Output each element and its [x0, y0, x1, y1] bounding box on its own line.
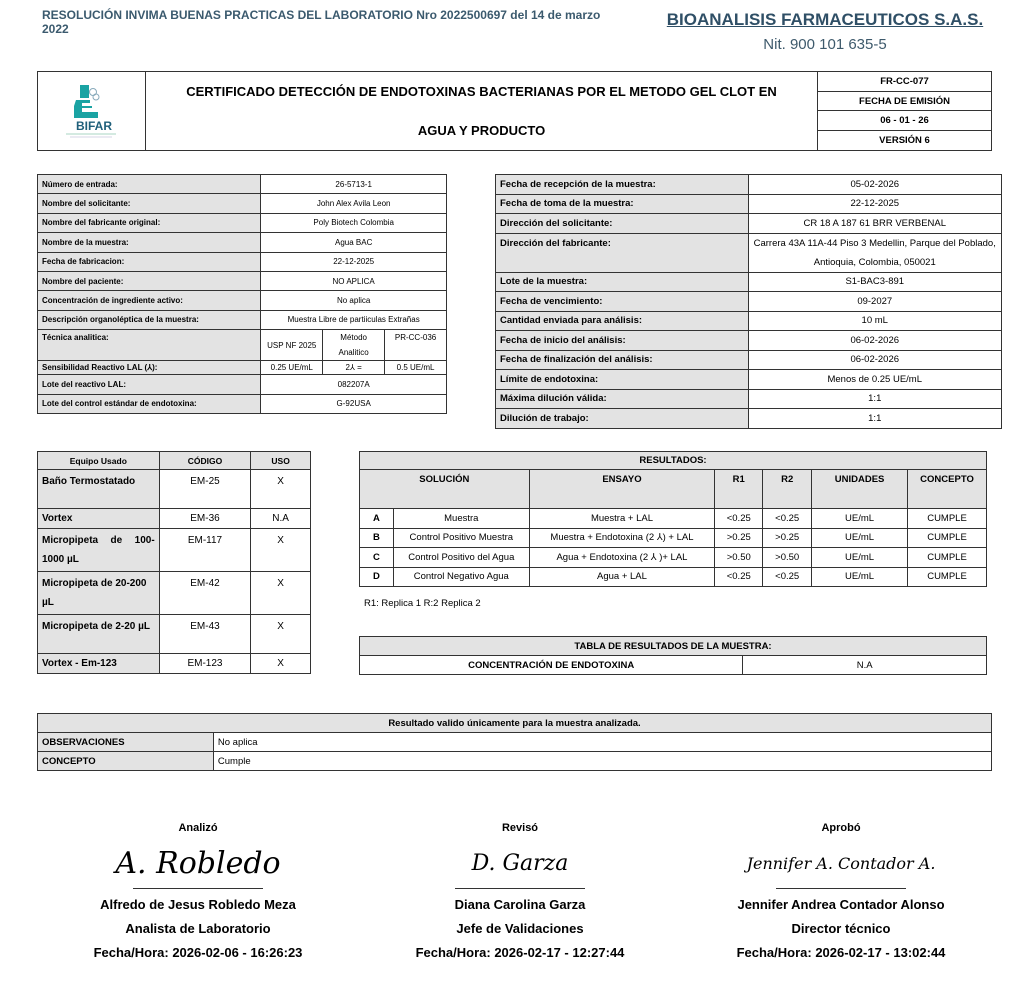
field-label: Fecha de toma de la muestra: [496, 194, 749, 214]
equipment-code: EM-117 [159, 529, 251, 572]
table-row [360, 528, 987, 548]
equipment-code: EM-42 [159, 572, 251, 615]
field-label: Técnica analitica: [38, 330, 261, 361]
results-title: RESULTADOS: [360, 452, 987, 470]
replica-1: <0.25 [715, 509, 763, 529]
assay: Muestra + LAL [529, 509, 715, 529]
concept-label: CONCEPTO [38, 752, 214, 771]
equipment-use: X [251, 470, 311, 509]
signer-name: Jennifer Andrea Contador Alonso [737, 897, 945, 912]
row-id: D [360, 567, 394, 587]
sensitivity-row [38, 361, 447, 375]
field-label: Fecha de inicio del análisis: [496, 331, 749, 351]
table-row [496, 194, 1002, 214]
table-row [38, 375, 447, 394]
field-label: Fecha de vencimiento: [496, 292, 749, 312]
technique-procedure: PR-CC-036 [385, 330, 447, 361]
field-value: 06-02-2026 [748, 350, 1002, 370]
table-row [496, 389, 1002, 409]
field-label: Nombre del solicitante: [38, 194, 261, 213]
table-row [38, 615, 311, 654]
field-value: Poly Biotech Colombia [261, 213, 447, 232]
table-row [360, 656, 987, 675]
table-row [360, 548, 987, 568]
field-value: No aplica [261, 291, 447, 310]
observations-title-row [38, 714, 992, 733]
assay: Agua + LAL [529, 567, 715, 587]
equipment-use: X [251, 572, 311, 615]
table-row [38, 529, 311, 572]
equipment-code: EM-36 [159, 509, 251, 529]
field-value: 1:1 [748, 409, 1002, 429]
endotoxin-concentration-value: N.A [743, 656, 987, 675]
logo-text: BIFAR [76, 119, 112, 133]
field-label: Sensibilidad Reactivo LAL (⅄): [38, 361, 261, 375]
table-row [38, 194, 447, 213]
document-header [37, 71, 992, 151]
table-row [38, 654, 311, 674]
signature-line [455, 888, 585, 889]
results-title-row [360, 452, 987, 470]
field-label: Lote de la muestra: [496, 272, 749, 292]
sensitivity-lambda: 0.25 UE/mL [261, 361, 323, 375]
field-label: Nombre de la muestra: [38, 233, 261, 252]
table-row [496, 370, 1002, 390]
row-id: B [360, 528, 394, 548]
solution: Muestra [393, 509, 529, 529]
equipment-name: Vortex [38, 509, 160, 529]
table-row [38, 394, 447, 413]
signer-name: Alfredo de Jesus Robledo Meza [100, 897, 296, 912]
field-value: S1-BAC3-891 [748, 272, 1002, 292]
document-code: FR-CC-077 [818, 72, 991, 92]
field-value: Carrera 43A 11A-44 Piso 3 Medellin, Parque del Poblado, Antioquia, Colombia, 050021 [748, 233, 1002, 272]
concept: CUMPLE [908, 509, 987, 529]
replica-2: <0.25 [763, 567, 812, 587]
sample-info-table [37, 174, 447, 414]
technique-method: Método Analitico [323, 330, 385, 361]
signer-title: Director técnico [791, 921, 891, 936]
observations-value: No aplica [213, 733, 991, 752]
signature-datetime: Fecha/Hora: 2026-02-06 - 16:26:23 [93, 945, 303, 960]
table-row [38, 509, 311, 529]
document-version: VERSIÓN 6 [879, 134, 930, 146]
field-label: Nombre del fabricante original: [38, 213, 261, 232]
row-id: C [360, 548, 394, 568]
assay: Muestra + Endotoxina (2 ⅄) + LAL [529, 528, 715, 548]
table-row [38, 213, 447, 232]
sample-results-table [359, 636, 987, 675]
field-label: Fecha de fabricacion: [38, 252, 261, 271]
field-value: 09-2027 [748, 292, 1002, 312]
solution: Control Positivo del Agua [393, 548, 529, 568]
analysis-info-table [495, 174, 1002, 429]
table-row [496, 292, 1002, 312]
document-title [146, 72, 817, 150]
table-row [38, 572, 311, 615]
company-header [630, 10, 1020, 53]
equipment-use: X [251, 615, 311, 654]
signer-name: Diana Carolina Garza [454, 897, 586, 912]
field-value: John Alex Avila Leon [261, 194, 447, 213]
table-row [38, 291, 447, 310]
table-row [38, 733, 992, 752]
field-value: 22-12-2025 [748, 194, 1002, 214]
units: UE/mL [812, 548, 908, 568]
field-label: Fecha de recepción de la muestra: [496, 175, 749, 195]
field-label: Descripción organoléptica de la muestra: [38, 310, 261, 329]
signature-role: Analizó [178, 822, 218, 834]
results-table [359, 451, 987, 587]
field-label: Nombre del paciente: [38, 271, 261, 290]
title-line-1: CERTIFICADO DETECCIÓN DE ENDOTOXINAS BACTERIANAS POR EL METODO GEL CLOT EN [186, 84, 777, 99]
replica-1: >0.25 [715, 528, 763, 548]
units: UE/mL [812, 567, 908, 587]
field-value: Muestra Libre de partiiculas Extrañas [261, 310, 447, 329]
field-value: 1:1 [748, 389, 1002, 409]
table-header-row [360, 470, 987, 509]
observations-table [37, 713, 992, 771]
column-header: Equipo Usado [38, 452, 160, 470]
field-value: Menos de 0.25 UE/mL [748, 370, 1002, 390]
validity-note: Resultado valido únicamente para la muestra analizada. [38, 714, 992, 733]
field-value: 082207A [261, 375, 447, 394]
field-value: CR 18 A 187 61 BRR VERBENAL [748, 214, 1002, 234]
signature-line [133, 888, 263, 889]
table-row [38, 252, 447, 271]
row-id: A [360, 509, 394, 529]
document-codes [817, 72, 991, 150]
signer-title: Jefe de Validaciones [456, 921, 584, 936]
field-value: 06-02-2026 [748, 331, 1002, 351]
company-logo [38, 72, 146, 150]
table-row [38, 470, 311, 509]
field-value: Agua BAC [261, 233, 447, 252]
technique-standard: USP NF 2025 [261, 330, 323, 361]
sensitivity-value: 0.5 UE/mL [385, 361, 447, 375]
signature-datetime: Fecha/Hora: 2026-02-17 - 13:02:44 [736, 945, 946, 960]
table-row [496, 409, 1002, 429]
column-header: USO [251, 452, 311, 470]
replica-2: >0.50 [763, 548, 812, 568]
signature-line [776, 888, 906, 889]
field-value: 26-5713-1 [261, 175, 447, 194]
assay: Agua + Endotoxina (2 ⅄ )+ LAL [529, 548, 715, 568]
equipment-use: X [251, 529, 311, 572]
column-header: SOLUCIÓN [360, 470, 530, 509]
emission-date: 06 - 01 - 26 [818, 111, 991, 131]
microscope-logo-icon [38, 72, 146, 150]
units: UE/mL [812, 509, 908, 529]
field-value: 22-12-2025 [261, 252, 447, 271]
table-row [496, 331, 1002, 351]
signature-datetime: Fecha/Hora: 2026-02-17 - 12:27:44 [415, 945, 625, 960]
table-row [360, 567, 987, 587]
table-row [38, 175, 447, 194]
concept-value: Cumple [213, 752, 991, 771]
field-label: Lote del control estándar de endotoxina: [38, 394, 261, 413]
equipment-code: EM-43 [159, 615, 251, 654]
observations-label: OBSERVACIONES [38, 733, 214, 752]
handwritten-signature: Jennifer A. Contador A. [746, 854, 936, 873]
equipment-name: Baño Termostatado [38, 470, 160, 509]
field-value: NO APLICA [261, 271, 447, 290]
replica-2: <0.25 [763, 509, 812, 529]
table-row [496, 233, 1002, 272]
signature-analyzed [48, 822, 348, 961]
column-header: CÓDIGO [159, 452, 251, 470]
field-label: Límite de endotoxina: [496, 370, 749, 390]
field-value: G-92USA [261, 394, 447, 413]
equipment-name: Micropipeta de 20-200 µL [38, 572, 160, 615]
solution: Control Positivo Muestra [393, 528, 529, 548]
table-row [496, 350, 1002, 370]
field-label: Número de entrada: [38, 175, 261, 194]
concept: CUMPLE [908, 528, 987, 548]
field-value: 05-02-2026 [748, 175, 1002, 195]
company-nit: Nit. 900 101 635-5 [763, 36, 887, 53]
title-line-2: AGUA Y PRODUCTO [417, 123, 546, 138]
table-row [496, 272, 1002, 292]
technique-row [38, 330, 447, 361]
field-label: Cantidad enviada para análisis: [496, 311, 749, 331]
field-label: Lote del reactivo LAL: [38, 375, 261, 394]
handwritten-signature: D. Garza [471, 851, 569, 876]
signature-role: Revisó [501, 822, 539, 834]
table-header-row [38, 452, 311, 470]
table-row [38, 271, 447, 290]
equipment-name: Micropipeta de 100-1000 µL [38, 529, 160, 572]
column-header: R2 [763, 470, 812, 509]
endotoxin-concentration-label: CONCENTRACIÓN DE ENDOTOXINA [360, 656, 743, 675]
column-header: CONCEPTO [908, 470, 987, 509]
table-row [496, 175, 1002, 195]
concept: CUMPLE [908, 548, 987, 568]
table-row [360, 509, 987, 529]
signature-reviewed [370, 822, 670, 961]
units: UE/mL [812, 528, 908, 548]
signature-approved [691, 822, 991, 961]
field-label: Dilución de trabajo: [496, 409, 749, 429]
equipment-name: Micropipeta de 2-20 µL [38, 615, 160, 654]
table-row [496, 311, 1002, 331]
column-header: ENSAYO [529, 470, 715, 509]
sample-results-title: TABLA DE RESULTADOS DE LA MUESTRA: [360, 637, 987, 656]
table-row [496, 214, 1002, 234]
solution: Control Negativo Agua [393, 567, 529, 587]
signer-title: Analista de Laboratorio [125, 921, 271, 936]
field-label: Dirección del solicitante: [496, 214, 749, 234]
replica-1: >0.50 [715, 548, 763, 568]
replica-2: >0.25 [763, 528, 812, 548]
table-row [38, 310, 447, 329]
concept: CUMPLE [908, 567, 987, 587]
resolution-text: RESOLUCIÓN INVIMA BUENAS PRACTICAS DEL LABORATORIO Nro 2022500697 del 14 de marzo 2022 [42, 8, 601, 36]
equipment-name: Vortex - Em-123 [38, 654, 160, 674]
equipment-code: EM-123 [159, 654, 251, 674]
company-name: BIOANALISIS FARMACEUTICOS S.A.S. [666, 10, 984, 29]
sample-results-title-row [360, 637, 987, 656]
handwritten-signature: A. Robledo [115, 846, 281, 881]
sensitivity-2lambda: 2⅄ = [323, 361, 385, 375]
equipment-code: EM-25 [159, 470, 251, 509]
equipment-table [37, 451, 311, 674]
field-label: Máxima dilución válida: [496, 389, 749, 409]
column-header: R1 [715, 470, 763, 509]
table-row [38, 752, 992, 771]
emission-label: FECHA DE EMISIÓN [818, 92, 991, 112]
field-label: Dirección del fabricante: [496, 233, 749, 272]
equipment-use: N.A [251, 509, 311, 529]
field-label: Concentración de ingrediente activo: [38, 291, 261, 310]
equipment-use: X [251, 654, 311, 674]
signature-role: Aprobó [821, 822, 861, 834]
table-row [38, 233, 447, 252]
replica-note: R1: Replica 1 R:2 Replica 2 [364, 598, 481, 609]
field-value: 10 mL [748, 311, 1002, 331]
field-label: Fecha de finalización del análisis: [496, 350, 749, 370]
column-header: UNIDADES [812, 470, 908, 509]
replica-1: <0.25 [715, 567, 763, 587]
